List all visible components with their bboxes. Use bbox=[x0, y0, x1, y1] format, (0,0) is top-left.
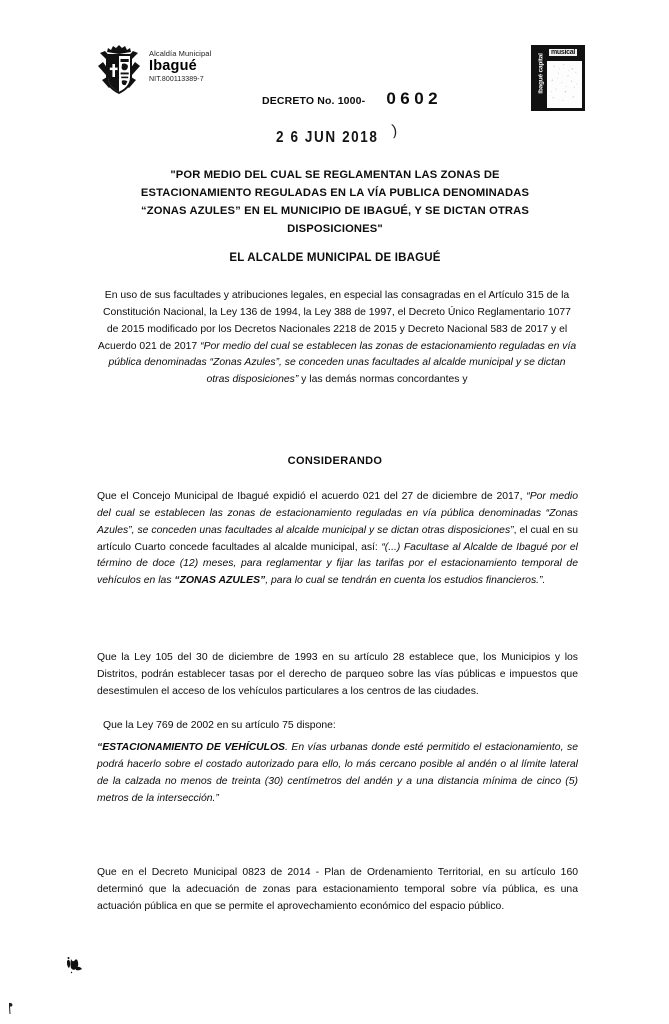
p1-part-e-zonas-azules: “ZONAS AZULES” bbox=[174, 575, 266, 587]
paragraph-estacionamiento-vehiculos bbox=[97, 740, 578, 807]
handwritten-initials-mark bbox=[64, 954, 86, 976]
p1-part-d-quote: “(...) Facultase al Alcalde de Ibagué por el término de doce (12) meses, para reglamentar y fijar las tarifas por el estacionamiento temporal de vehículos en las bbox=[97, 541, 578, 587]
ink-corner-mark bbox=[7, 1002, 15, 1015]
ibague-coat-of-arms-icon bbox=[96, 44, 142, 96]
paragraph-ley-105: Que la Ley 105 del 30 de diciembre de 1993 en su artículo 28 establece que, los Municipios y los Distritos, podrán establecer tasas por el derecho de parqueo sobre las vías públicas e impuestos que desestimulen el acceso de los vehículos particulares a los centros de las ciudades. bbox=[97, 652, 578, 697]
preamble-part-2-quote: “Por medio del cual se establecen las zonas de estacionamiento reguladas en vía pública denominadas “Zonas Azules”, se conceden unas facultades al alcalde municipal y se dictan otras disposiciones” bbox=[108, 340, 577, 386]
org-line-nit: NIT.800113389-7 bbox=[149, 76, 204, 84]
ibague-capital-musical-logo bbox=[531, 45, 585, 111]
decree-label: DECRETO No. 1000- bbox=[262, 95, 366, 107]
decree-number-stamp: 0602 bbox=[386, 89, 443, 108]
page-title: "POR MEDIO DEL CUAL SE REGLAMENTAN LAS ZONAS DE ESTACIONAMIENTO REGULADAS EN LA VÍA PUBLICA DENOMINADAS “ZONAS AZULES” EN EL MUNICIPIO DE IBAGUÉ, Y SE DICTAN OTRAS DISPOSICIONES" bbox=[140, 169, 530, 236]
preamble-part-1: En uso de sus facultades y atribuciones legales, en especial las consagradas en el Artículo 315 de la Constitución Nacional, la Ley 136 de 1994, la Ley 388 de 1997, el Decreto Único Reglamentario 1077 de 2015 modificado por los Decretos Nacionales 2218 de 2015 y Decreto Nacional 583 de 2017 y el Acuerdo 021 de 2017 bbox=[97, 290, 571, 352]
org-line-ibague: Ibagué bbox=[149, 57, 197, 74]
date-stamp: 2 6 JUN 2018 bbox=[276, 128, 379, 146]
logo-musical-text: musical bbox=[551, 49, 575, 56]
preamble-part-3: y las demás normas concordantes y bbox=[298, 374, 468, 386]
p1-part-b-quote: “Por medio del cual se establecen las zonas de estacionamiento reguladas en vía pública denominadas “Zonas Azules”, se conceden unas facultades al alcalde municipal y se dictan otras disposiciones” bbox=[97, 491, 578, 536]
p4-heading-quote: “ESTACIONAMIENTO DE VEHÍCULOS bbox=[97, 742, 285, 753]
logo-scan-noise bbox=[547, 61, 582, 107]
letterhead bbox=[96, 44, 211, 96]
org-line-alcaldia: Alcaldía Municipal bbox=[149, 49, 212, 58]
p1-part-c: , el cual en su artículo Cuarto concede facultades al alcalde municipal, así: bbox=[97, 524, 578, 553]
paragraph-decreto-0823: Que en el Decreto Municipal 0823 de 2014 - Plan de Ordenamiento Territorial, en su artículo 160 determinó que la adecuación de zonas para estacionamiento temporal sobre vía pública, es una actuación pública en que se permite el aprovechamiento económico del espacio público. bbox=[97, 867, 578, 912]
p1-part-a: Que el Concejo Municipal de Ibagué expidió el acuerdo 021 del 27 de diciembre de 2017, bbox=[97, 491, 527, 502]
paragraph-ley-769: Que la Ley 769 de 2002 en su artículo 75 dispone: bbox=[103, 720, 336, 731]
decree-number-line bbox=[262, 89, 442, 109]
org-identity-block bbox=[149, 44, 211, 83]
logo-left-bar bbox=[534, 48, 547, 108]
paragraph-acuerdo-021 bbox=[97, 489, 578, 590]
logo-vertical-text: ibagué capital bbox=[537, 53, 545, 94]
alcalde-heading: EL ALCALDE MUNICIPAL DE IBAGUÉ bbox=[229, 252, 441, 264]
p1-part-f: , para lo cual se tendrán en cuenta los estudios financieros.”. bbox=[265, 575, 546, 587]
p4-body-quote: . En vías urbanas donde esté permitido el estacionamiento, se podrá hacerlo sobre el costado autorizado para ello, lo más cercano posible al andén o al límite lateral de la calzada no menos de treinta (30) centímetros del andén y a una distancia mínima de cinco (5) metros de la intersección.” bbox=[97, 742, 578, 804]
date-stamp-pen-mark: ) bbox=[390, 121, 399, 140]
preamble-paragraph bbox=[96, 288, 578, 389]
considerando-heading: CONSIDERANDO bbox=[287, 455, 383, 467]
